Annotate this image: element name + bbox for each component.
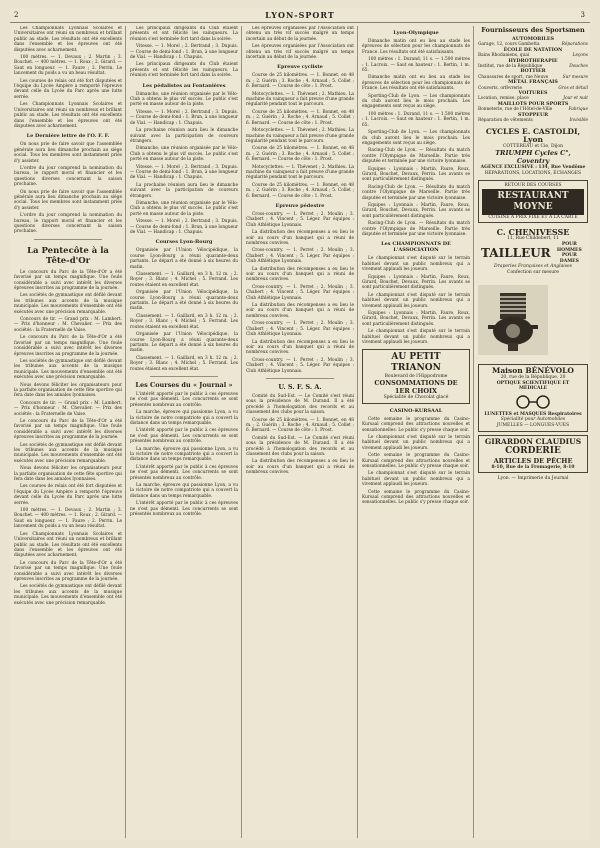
ad-title: GIRARDON CLAUDIUS [484, 436, 582, 446]
ad-small-text: Spécialité de Chocolat glacé [383, 395, 449, 401]
article-paragraph: Course de 25 kilomètres. — 1. Bonnet, en 48 m. ; 2. Guérin ; 3. Roche ; 4. Arnaud ; 5. Collet ; 6. Bernard. — Course de côte : 1. Prost. [246, 109, 354, 126]
article-paragraph: Cross-country. — 1. Perret ; 2. Moulin ; 3. Chabert ; 4. Vincent ; 5. Léger. Par équipes : Club Athlétique Lyonnais. [246, 321, 354, 338]
article-paragraph: La distribution des récompenses a eu lieu le soir au cours d'un banquet qui a réuni de nombreux convives. [246, 459, 354, 476]
advertisement-girardon [478, 435, 588, 474]
directory-entry-note: Douches [569, 64, 588, 70]
article-paragraph: Dimanche, une réunion organisée par le Vélo-Club a obtenu le plus vif succès. Le public s'est porté en masse autour de la piste. [130, 200, 238, 217]
article-paragraph: L'ordre du jour comprend la nomination du bureau, le rapport moral et financier et les questions diverses concernant la saison prochaine. [14, 165, 122, 188]
article-paragraph: Racing-Club de Lyon. — Résultats du match contre l'Olympique de Marseille. Partie très disputée et terminée par une victoire lyonnaise. [362, 148, 470, 165]
article-paragraph: La distribution des récompenses a eu lieu le soir au cours d'un banquet qui a réuni de nombreux convives. [246, 266, 354, 283]
directory-entry-note: Gros et détail [558, 85, 588, 91]
directory-entry-note: Leçons [572, 53, 588, 59]
article-paragraph: Nous devons féliciter les organisateurs pour la parfaite organisation de cette fête sportive qui fera date dans les annales lyonnaises. [14, 382, 122, 399]
article-paragraph: Cette semaine le programme du Casino-Kursaal comprend des attractions nouvelles et sensationnelles. Le public s'y presse chaque soir. [362, 453, 470, 469]
article-paragraph: Course de 25 kilomètres. — 1. Bonnet, en 48 m. ; 2. Guérin ; 3. Roche ; 4. Arnaud ; 5. Collet ; 6. Bernard. — Course de côte : 1. Prost. [246, 182, 354, 199]
directory-entry-title: BOTTIER [520, 68, 546, 75]
article-headline: Les Courses du « Journal » [135, 380, 233, 389]
directory-entry-note: Jour et nuit [563, 96, 588, 102]
article-paragraph: La marche, épreuve qui passionne Lyon, a vu la victoire de notre compatriote qui a couvert la distance dans un temps remarquable. [130, 483, 238, 499]
section-divider [34, 239, 102, 240]
article-paragraph: Motocyclettes. — 1. Thévenet ; 2. Mathieu. La machine du vainqueur a fait preuve d'une grande régularité pendant tout le parcours. [246, 91, 354, 108]
article-paragraph: 100 mètres : 1. Durand, 11 s. — 1.500 mètres : 1. Lacroix. — Saut en hauteur : 1. Bertin, 1 m. 65. [362, 111, 470, 128]
article-paragraph: La prochaine réunion aura lieu le dimanche suivant avec la participation de coureurs étrangers. [130, 182, 238, 199]
directory-entry-note: Invisible [569, 118, 588, 124]
article-paragraph: Comité du Sud-Est. — Le Comité s'est réuni sous la présidence de M. Durand. Il a été procédé à l'homologation des records et au classement des clubs pour la saison. [246, 435, 354, 457]
article-paragraph: On nous prie de faire savoir que l'assemblée générale aura lieu dimanche prochain au siège social. Tous les membres sont instamment priés d'y assister. [14, 189, 122, 211]
article-paragraph: Les sociétés de gymnastique ont défilé devant les tribunes aux accents de la musique municipale. Les mouvements d'ensemble ont été exécutés avec une précision remarquable. [14, 358, 122, 381]
ad-top-line: RETOUR DES COURSES [504, 183, 562, 189]
ad-subtitle-2: LUNETTES et MASQUES Respiratoires [484, 411, 582, 417]
article-paragraph: Vitesse. — 1. Morel ; 2. Bertrand ; 3. Dupuis. — Course de demi-fond : 1. Brun, à une longueur de Vial. — Handicap : 1. Chapuis. [130, 44, 238, 61]
article-paragraph: Organisée par l'Union Vélocipédique, la course Lyon-Bourg a réuni quarante-deux partants. Le départ a été donné à six heures du matin. [130, 248, 238, 270]
ad-subtitle: Draperies Françaises et Anglaises [494, 264, 572, 270]
ad-subtitle: CORDERIE [505, 445, 561, 456]
article-paragraph: Les sociétés de gymnastique ont défilé devant les tribunes aux accents de la musique municipale. Les mouvements d'ensemble ont été exécutés avec une précision remarquable. [14, 442, 122, 464]
ad-subtitle-2: Confection sur mesure [507, 270, 559, 276]
article-paragraph: Sporting-Club de Lyon. — Les championnats du club auront lieu le mois prochain. Les engagements sont reçus au siège. [362, 93, 470, 110]
article-paragraph: Organisée par l'Union Vélocipédique, la course Lyon-Bourg a réuni quarante-deux partants. Le départ a été donné à six heures du matin. [130, 332, 238, 354]
article-heading: Lyon-Olympique [393, 30, 439, 36]
article-paragraph: L'intérêt apporté par le public à ces épreuves ne s'est pas démenti. Les concurrents se sont présentés nombreux au contrôle. [130, 428, 238, 445]
article-paragraph: Classement. — 1. Gaillard, en 3 h. 12 m. ; 2. Royer ; 3. Blanc ; 4. Michel ; 5. Ferrand. Les routes étaient en excellent état. [130, 313, 238, 330]
article-heading: CASINO-KURSAAL [389, 407, 443, 414]
directory-entry-line: Chaussures de sport, rue Neuve [478, 74, 549, 80]
ad-title: CYCLES E. CASTOLDI, Lyon [485, 126, 581, 144]
article-paragraph: Cross-country. — 1. Perret ; 2. Moulin ; 3. Chabert ; 4. Vincent ; 5. Léger. Par équipes : Club Athlétique Lyonnais. [246, 211, 354, 228]
article-headline: La Pentecôte à la Tête-d'Or [27, 245, 109, 266]
ad-side-text: Spécialité pour Automobiles [500, 417, 566, 423]
article-paragraph: La prochaine réunion aura lieu le dimanche suivant avec la participation de coureurs étrangers. [130, 128, 238, 144]
column-2 [130, 26, 238, 838]
article-paragraph: L'intérêt apporté par le public à ces épreuves ne s'est pas démenti. Les concurrents se sont présentés nombreux au contrôle. [130, 501, 238, 518]
article-paragraph: Motocyclettes. — 1. Thévenet ; 2. Mathieu. La machine du vainqueur a fait preuve d'une grande régularité pendant tout le parcours. [246, 128, 354, 144]
ad-address: 11, Rue Childebert, 11 [507, 236, 559, 242]
directory-entry-title: HYDROTHERAPIE [508, 57, 558, 64]
article-paragraph: La marche, épreuve qui passionne Lyon, a vu la victoire de notre compatriote qui a couvert la distance dans un temps remarquable. [130, 446, 238, 463]
article-paragraph: Cross-country. — 1. Perret ; 2. Moulin ; 3. Chabert ; 4. Vincent ; 5. Léger. Par équipes : Club Athlétique Lyonnais. [246, 284, 354, 301]
ad-title: AU PETIT TRIANON [391, 351, 441, 373]
article-paragraph: Motocyclettes. — 1. Thévenet ; 2. Mathieu. La machine du vainqueur a fait preuve d'une grande régularité pendant tout le parcours. [246, 164, 354, 181]
advertisement-petit-trianon [362, 349, 470, 404]
article-paragraph: Equipes : Lyonnais : Martin, Faure, Roux, Girard, Bouchet, Devaux, Perrin. Les avants se sont particulièrement distingués. [362, 166, 470, 183]
article-paragraph: 100 mètres : 1. Durand, 11 s. — 1.500 mètres : 1. Lacroix. — Saut en hauteur : 1. Bertin, 1 m. 65. [362, 57, 470, 74]
article-heading: Les pédalistes au Fontanières [142, 82, 226, 89]
ad-address: COTTEREAU et Cie, Dijon [502, 143, 563, 149]
article-paragraph: Le championnat s'est disputé sur le terrain habituel devant un public nombreux qui a vivement applaudi les joueurs. [362, 329, 470, 346]
column-rule [241, 26, 242, 838]
article-paragraph: Le concours du Parc de la Tête-d'Or a été favorisé par un temps magnifique. Une foule considérable a suivi avec intérêt les diverses épreuves inscrites au programme de la journée. [14, 335, 122, 357]
article-paragraph: Dimanche, une réunion organisée par le Vélo-Club a obtenu le plus vif succès. Le public s'est porté en masse autour de la piste. [130, 91, 238, 108]
ad-tailleur: TAILLEUR [481, 246, 551, 261]
article-paragraph: Course de 25 kilomètres. — 1. Bonnet, en 48 m. ; 2. Guérin ; 3. Roche ; 4. Arnaud ; 5. Collet ; 6. Bernard. — Course de côte : 1. Prost. [246, 417, 354, 434]
article-paragraph: Organisée par l'Union Vélocipédique, la course Lyon-Bourg a réuni quarante-deux partants. Le départ a été donné à six heures du matin. [130, 290, 238, 312]
article-paragraph: Vitesse. — 1. Morel ; 2. Bertrand ; 3. Dupuis. — Course de demi-fond : 1. Brun, à une longueur de Vial. — Handicap : 1. Chapuis. [130, 219, 238, 235]
directory-entry-line: Institut, rue de la République [478, 64, 543, 70]
column-rule [125, 26, 126, 838]
article-heading: Le Dernière lettre de l'O. F. F. [26, 133, 110, 140]
ad-subtitle: OPTIQUE SCIENTIFIQUE ET MÉDICALE [496, 380, 570, 392]
article-paragraph: 100 mètres. — 1. Devaux ; 2. Martin ; 3. Bouchet. — 400 mètres. — 1. Roux ; 2. Girard. — Saut en longueur. — 1. Faure ; 2. Perrin. Le lancement du poids a vu un beau résultat. [14, 508, 122, 530]
engine-illustration [478, 285, 548, 355]
article-heading: Courses Lyon-Bourg [155, 239, 213, 246]
column-5-advertisements [478, 26, 588, 838]
printer-line: Lyon. — Imprimerie du Journal [497, 476, 569, 482]
article-paragraph: Les Championnats Lyonnais Scolaires et Universitaires ont réuni un nombreux et brillant public au stade. Les résultats ont été excellents dans l'ensemble et les épreuves ont été disputées avec acharnement. [14, 531, 122, 559]
article-paragraph: 100 mètres. — 1. Devaux ; 2. Martin ; 3. Bouchet. — 400 mètres. — 1. Roux ; 2. Girard. — Saut en longueur. — 1. Faure ; 2. Perrin. Le lancement du poids a vu un beau résultat. [14, 55, 122, 77]
directory-entry-title: MÉTAL FRANÇAIS [508, 79, 558, 86]
article-paragraph: Cette semaine le programme du Casino-Kursaal comprend des attractions nouvelles et sensationnelles. Le public s'y presse chaque soir. [362, 489, 470, 506]
article-paragraph: Sporting-Club de Lyon. — Les championnats du club auront lieu le mois prochain. Les engagements sont reçus au siège. [362, 130, 470, 146]
article-paragraph: Les épreuves organisées par l'Association ont obtenu un très vif succès malgré un temps incertain au début de la journée. [246, 26, 354, 42]
article-paragraph: Concours de tir. — Grand prix : M. Lambert. — Prix d'honneur : M. Chevalier. — Prix des sociétés : la Fraternelle de Vaise. [14, 400, 122, 417]
ad-title: C. CHENIVESSE [496, 227, 570, 238]
article-paragraph: Vitesse. — 1. Morel ; 2. Bertrand ; 3. Dupuis. — Course de demi-fond : 1. Brun, à une longueur de Vial. — Handicap : 1. Chapuis. [130, 164, 238, 181]
article-heading: Epreuve cycliste [277, 64, 323, 71]
directory-entry-title: STOPPEUR [517, 111, 549, 118]
article-heading: Les CHAMPIONNATS DE L'ASSOCIATION [381, 241, 451, 254]
column-rule [357, 26, 358, 838]
article-paragraph: Cross-country. — 1. Perret ; 2. Moulin ; 3. Chabert ; 4. Vincent ; 5. Léger. Par équipes : Club Athlétique Lyonnais. [246, 248, 354, 265]
article-paragraph: Equipes : Lyonnais : Martin, Faure, Roux, Girard, Bouchet, Devaux, Perrin. Les avants se sont particulièrement distingués. [362, 274, 470, 291]
article-paragraph: Le concours du Parc de la Tête-d'Or a été favorisé par un temps magnifique. Une foule considérable a suivi avec intérêt les diverses épreuves inscrites au programme de la journée. [14, 269, 122, 292]
article-paragraph: Dimanche, une réunion organisée par le Vélo-Club a obtenu le plus vif succès. Le public s'est porté en masse autour de la piste. [130, 146, 238, 163]
column-1 [14, 26, 122, 838]
newspaper-page [10, 8, 590, 840]
article-paragraph: Les courses de relais ont été fort disputées et l'équipe du Lycée Ampère a remporté l'épreuve devant celle du Lycée du Parc après une lutte serrée. [14, 78, 122, 100]
article-paragraph: La marche, épreuve qui passionne Lyon, a vu la victoire de notre compatriote qui a couvert la distance dans un temps remarquable. [130, 410, 238, 426]
article-paragraph: Les Championnats Lyonnais Scolaires et Universitaires ont réuni un nombreux et brillant public au stade. Les résultats ont été excellents dans l'ensemble et les épreuves ont été disputées avec acharnement. [14, 102, 122, 129]
article-paragraph: Le concours du Parc de la Tête-d'Or a été favorisé par un temps magnifique. Une foule considérable a suivi avec intérêt les diverses épreuves inscrites au programme de la journée. [14, 560, 122, 582]
article-paragraph: Equipes : Lyonnais : Martin, Faure, Roux, Girard, Bouchet, Devaux, Perrin. Les avants se sont particulièrement distingués. [362, 311, 470, 327]
newspaper-title: LYON-SPORT [265, 10, 335, 20]
article-paragraph: L'intérêt apporté par le public à ces épreuves ne s'est pas démenti. Les concurrents se sont présentés nombreux au contrôle. [130, 464, 238, 481]
supplier-directory [478, 37, 588, 124]
directory-entry-note: Réparations [561, 42, 588, 48]
directory-entry-note: Fabrique [568, 107, 588, 113]
directory-entry-title: MAILLOTS POUR SPORTS [497, 100, 569, 107]
article-paragraph: Course de 25 kilomètres. — 1. Bonnet, en 48 m. ; 2. Guérin ; 3. Roche ; 4. Arnaud ; 5. Collet ; 6. Bernard. — Course de côte : 1. Prost. [246, 146, 354, 163]
section-divider [150, 376, 218, 377]
ad-brand: TRIUMPH Cycles C°, Coventry [495, 149, 571, 166]
article-paragraph: La distribution des récompenses a eu lieu le soir au cours d'un banquet qui a réuni de nombreux convives. [246, 230, 354, 246]
article-paragraph: Classement. — 1. Gaillard, en 3 h. 12 m. ; 2. Royer ; 3. Blanc ; 4. Michel ; 5. Ferrand. Les routes étaient en excellent état. [130, 355, 238, 372]
directory-entry-note: Sur mesure [562, 74, 588, 80]
article-paragraph: Course de 25 kilomètres. — 1. Bonnet, en 48 m. ; 2. Guérin ; 3. Roche ; 4. Arnaud ; 5. Collet ; 6. Bernard. — Course de côte : 1. Prost. [246, 73, 354, 90]
column-rule [473, 26, 474, 838]
ad-agency-sub: RÉPARATIONS, LOCATIONS, ÉCHANGES [484, 170, 582, 176]
directory-entry-line: Bonneterie, rue de l'Hôtel-de-Ville [478, 107, 553, 113]
article-headline: U. S. F. S. A. [278, 382, 322, 391]
directory-entry-line: Couverts, orfèvrerie [478, 85, 523, 91]
article-paragraph: Equipes : Lyonnais : Martin, Faure, Roux, Girard, Bouchet, Devaux, Perrin. Les avants se sont particulièrement distingués. [362, 202, 470, 219]
article-paragraph: Cette semaine le programme du Casino-Kursaal comprend des attractions nouvelles et sensationnelles. Le public s'y presse chaque soir. [362, 416, 470, 433]
ad-subtitle-2: ARTICLES DE PÊCHE [493, 456, 573, 465]
article-heading: Epreuve pédestre [275, 202, 325, 209]
article-paragraph: Les Championnats Lyonnais Scolaires et Universitaires ont réuni un nombreux et brillant public au stade. Les résultats ont été excellents dans l'ensemble et les épreuves ont été disputées avec acharnement. [14, 26, 122, 53]
page-number-right: 3 [580, 11, 586, 19]
directory-title: Fournisseurs des Sportsmen [481, 26, 585, 34]
column-4 [362, 26, 470, 838]
masthead [10, 8, 590, 23]
directory-entry-line: Garage, 12, cours Gambetta [478, 42, 540, 48]
article-paragraph: Les courses de relais ont été fort disputées et l'équipe du Lycée Ampère a remporté l'épreuve devant celle du Lycée du Parc après une lutte serrée. [14, 484, 122, 506]
article-paragraph: Cross-country. — 1. Perret ; 2. Moulin ; 3. Chabert ; 4. Vincent ; 5. Léger. Par équipes : Club Athlétique Lyonnais. [246, 357, 354, 374]
article-paragraph: Racing-Club de Lyon. — Résultats du match contre l'Olympique de Marseille. Partie très disputée et terminée par une victoire lyonnaise. [362, 184, 470, 201]
advertisement-benevolo [478, 364, 588, 432]
advertisement-castoldi [478, 127, 588, 178]
article-paragraph: Dimanche matin ont eu lieu au stade les épreuves de sélection pour les championnats de France. Les résultats ont été satisfaisants. [362, 75, 470, 92]
ad-subtitle: Boulevard de l'Hippodrome [384, 373, 448, 379]
article-paragraph: Dimanche matin ont eu lieu au stade les épreuves de sélection pour les championnats de France. Les résultats ont été satisfaisants. [362, 39, 470, 55]
article-paragraph: L'ordre du jour comprend la nomination du bureau, le rapport moral et financier et les questions diverses concernant la saison prochaine. [14, 213, 122, 235]
ad-title: Maison BÉNÉVOLO [492, 366, 574, 376]
advertisement-restaurant-moyne [478, 180, 588, 223]
article-paragraph: Racing-Club de Lyon. — Résultats du match contre l'Olympique de Marseille. Partie très disputée et terminée par une victoire lyonnaise. [362, 221, 470, 237]
directory-entry-line: Réparation de vêtements [478, 118, 533, 124]
ad-line: CONSOMMATIONS DE 1ER CHOIX [374, 379, 458, 396]
article-paragraph: Nous devons féliciter les organisateurs pour la parfaite organisation de cette fête sportive qui fera date dans les annales lyonnaises. [14, 466, 122, 483]
article-paragraph: Les sociétés de gymnastique ont défilé devant les tribunes aux accents de la musique municipale. Les mouvements d'ensemble ont été exécutés avec une précision remarquable. [14, 293, 122, 315]
article-paragraph: Les sociétés de gymnastique ont défilé devant les tribunes aux accents de la musique municipale. Les mouvements d'ensemble ont été exécutés avec une précision remarquable. [14, 584, 122, 606]
directory-entry-line: Bains Rhodaniens, quai [478, 53, 530, 59]
article-paragraph: Le championnat s'est disputé sur le terrain habituel devant un public nombreux qui a vivement applaudi les joueurs. [362, 434, 470, 451]
article-paragraph: Classement. — 1. Gaillard, en 3 h. 12 m. ; 2. Royer ; 3. Blanc ; 4. Michel ; 5. Ferrand. Les routes étaient en excellent état. [130, 272, 238, 288]
article-paragraph: La distribution des récompenses a eu lieu le soir au cours d'un banquet qui a réuni de nombreux convives. [246, 339, 354, 356]
article-paragraph: On nous prie de faire savoir que l'assemblée générale aura lieu dimanche prochain au siège social. Tous les membres sont instamment priés d'y assister. [14, 142, 122, 164]
article-paragraph: Le championnat s'est disputé sur le terrain habituel devant un public nombreux qui a vivement applaudi les joueurs. [362, 292, 470, 309]
article-paragraph: Les principaux dirigeants du Club étaient présents et ont félicité les vainqueurs. La réunion s'est terminée fort tard dans la soirée. [130, 26, 238, 42]
article-paragraph: Les principaux dirigeants du Club étaient présents et ont félicité les vainqueurs. La réunion s'est terminée fort tard dans la soirée. [130, 62, 238, 79]
section-divider [266, 378, 334, 379]
article-paragraph: Les épreuves organisées par l'Association ont obtenu un très vif succès malgré un temps incertain au début de la journée. [246, 44, 354, 61]
directory-entry-title: ÉCOLE DE NATATION [503, 46, 563, 53]
advertisement-chenivesse [478, 226, 588, 277]
page-number-left: 2 [14, 11, 20, 19]
article-paragraph: Le championnat s'est disputé sur le terrain habituel devant un public nombreux qui a vivement applaudi les joueurs. [362, 256, 470, 273]
directory-entry-title: AUTOMOBILES [512, 36, 554, 42]
article-paragraph: Le concours du Parc de la Tête-d'Or a été favorisé par un temps magnifique. Une foule considérable a suivi avec intérêt les diverses épreuves inscrites au programme de la journée. [14, 418, 122, 441]
article-paragraph: L'intérêt apporté par le public à ces épreuves ne s'est pas démenti. Les concurrents se sont présentés nombreux au contrôle. [130, 391, 238, 408]
ad-title: RESTAURANT MOYNE [482, 189, 584, 215]
ad-subtitle: CUISINE À PRIX FIXE ET À LA CARTE [488, 214, 578, 220]
article-paragraph: La distribution des récompenses a eu lieu le soir au cours d'un banquet qui a réuni de nombreux convives. [246, 303, 354, 319]
article-paragraph: Concours de tir. — Grand prix : M. Lambert. — Prix d'honneur : M. Chevalier. — Prix des sociétés : la Fraternelle de Vaise. [14, 317, 122, 333]
article-paragraph: Comité du Sud-Est. — Le Comité s'est réuni sous la présidence de M. Durand. Il a été procédé à l'homologation des records et au classement des clubs pour la saison. [246, 393, 354, 416]
ad-agency: AGENCE EXCLUSIVE : 134, Rue Vendôme [480, 165, 586, 171]
article-paragraph: Le championnat s'est disputé sur le terrain habituel devant un public nombreux qui a vivement applaudi les joueurs. [362, 471, 470, 488]
directory-entry [478, 118, 588, 123]
directory-entry-title: VOITURES [518, 90, 548, 97]
directory-entry-line: Location, remise, place [478, 96, 529, 102]
column-3 [246, 26, 354, 838]
ad-address: 20, rue de la République, 20 [500, 375, 566, 381]
ad-address: 8-10, Rue de la Fromagerie, 8-10 [491, 464, 575, 470]
glasses-icon [513, 394, 553, 410]
article-paragraph: Vitesse. — 1. Morel ; 2. Bertrand ; 3. Dupuis. — Course de demi-fond : 1. Brun, à une longueur de Vial. — Handicap : 1. Chapuis. [130, 109, 238, 126]
ad-subtitle-3: JUMELLES — LONGUES-VUES [496, 423, 570, 428]
ad-side-text: POUR HOMMES POUR DAMES [556, 242, 582, 264]
